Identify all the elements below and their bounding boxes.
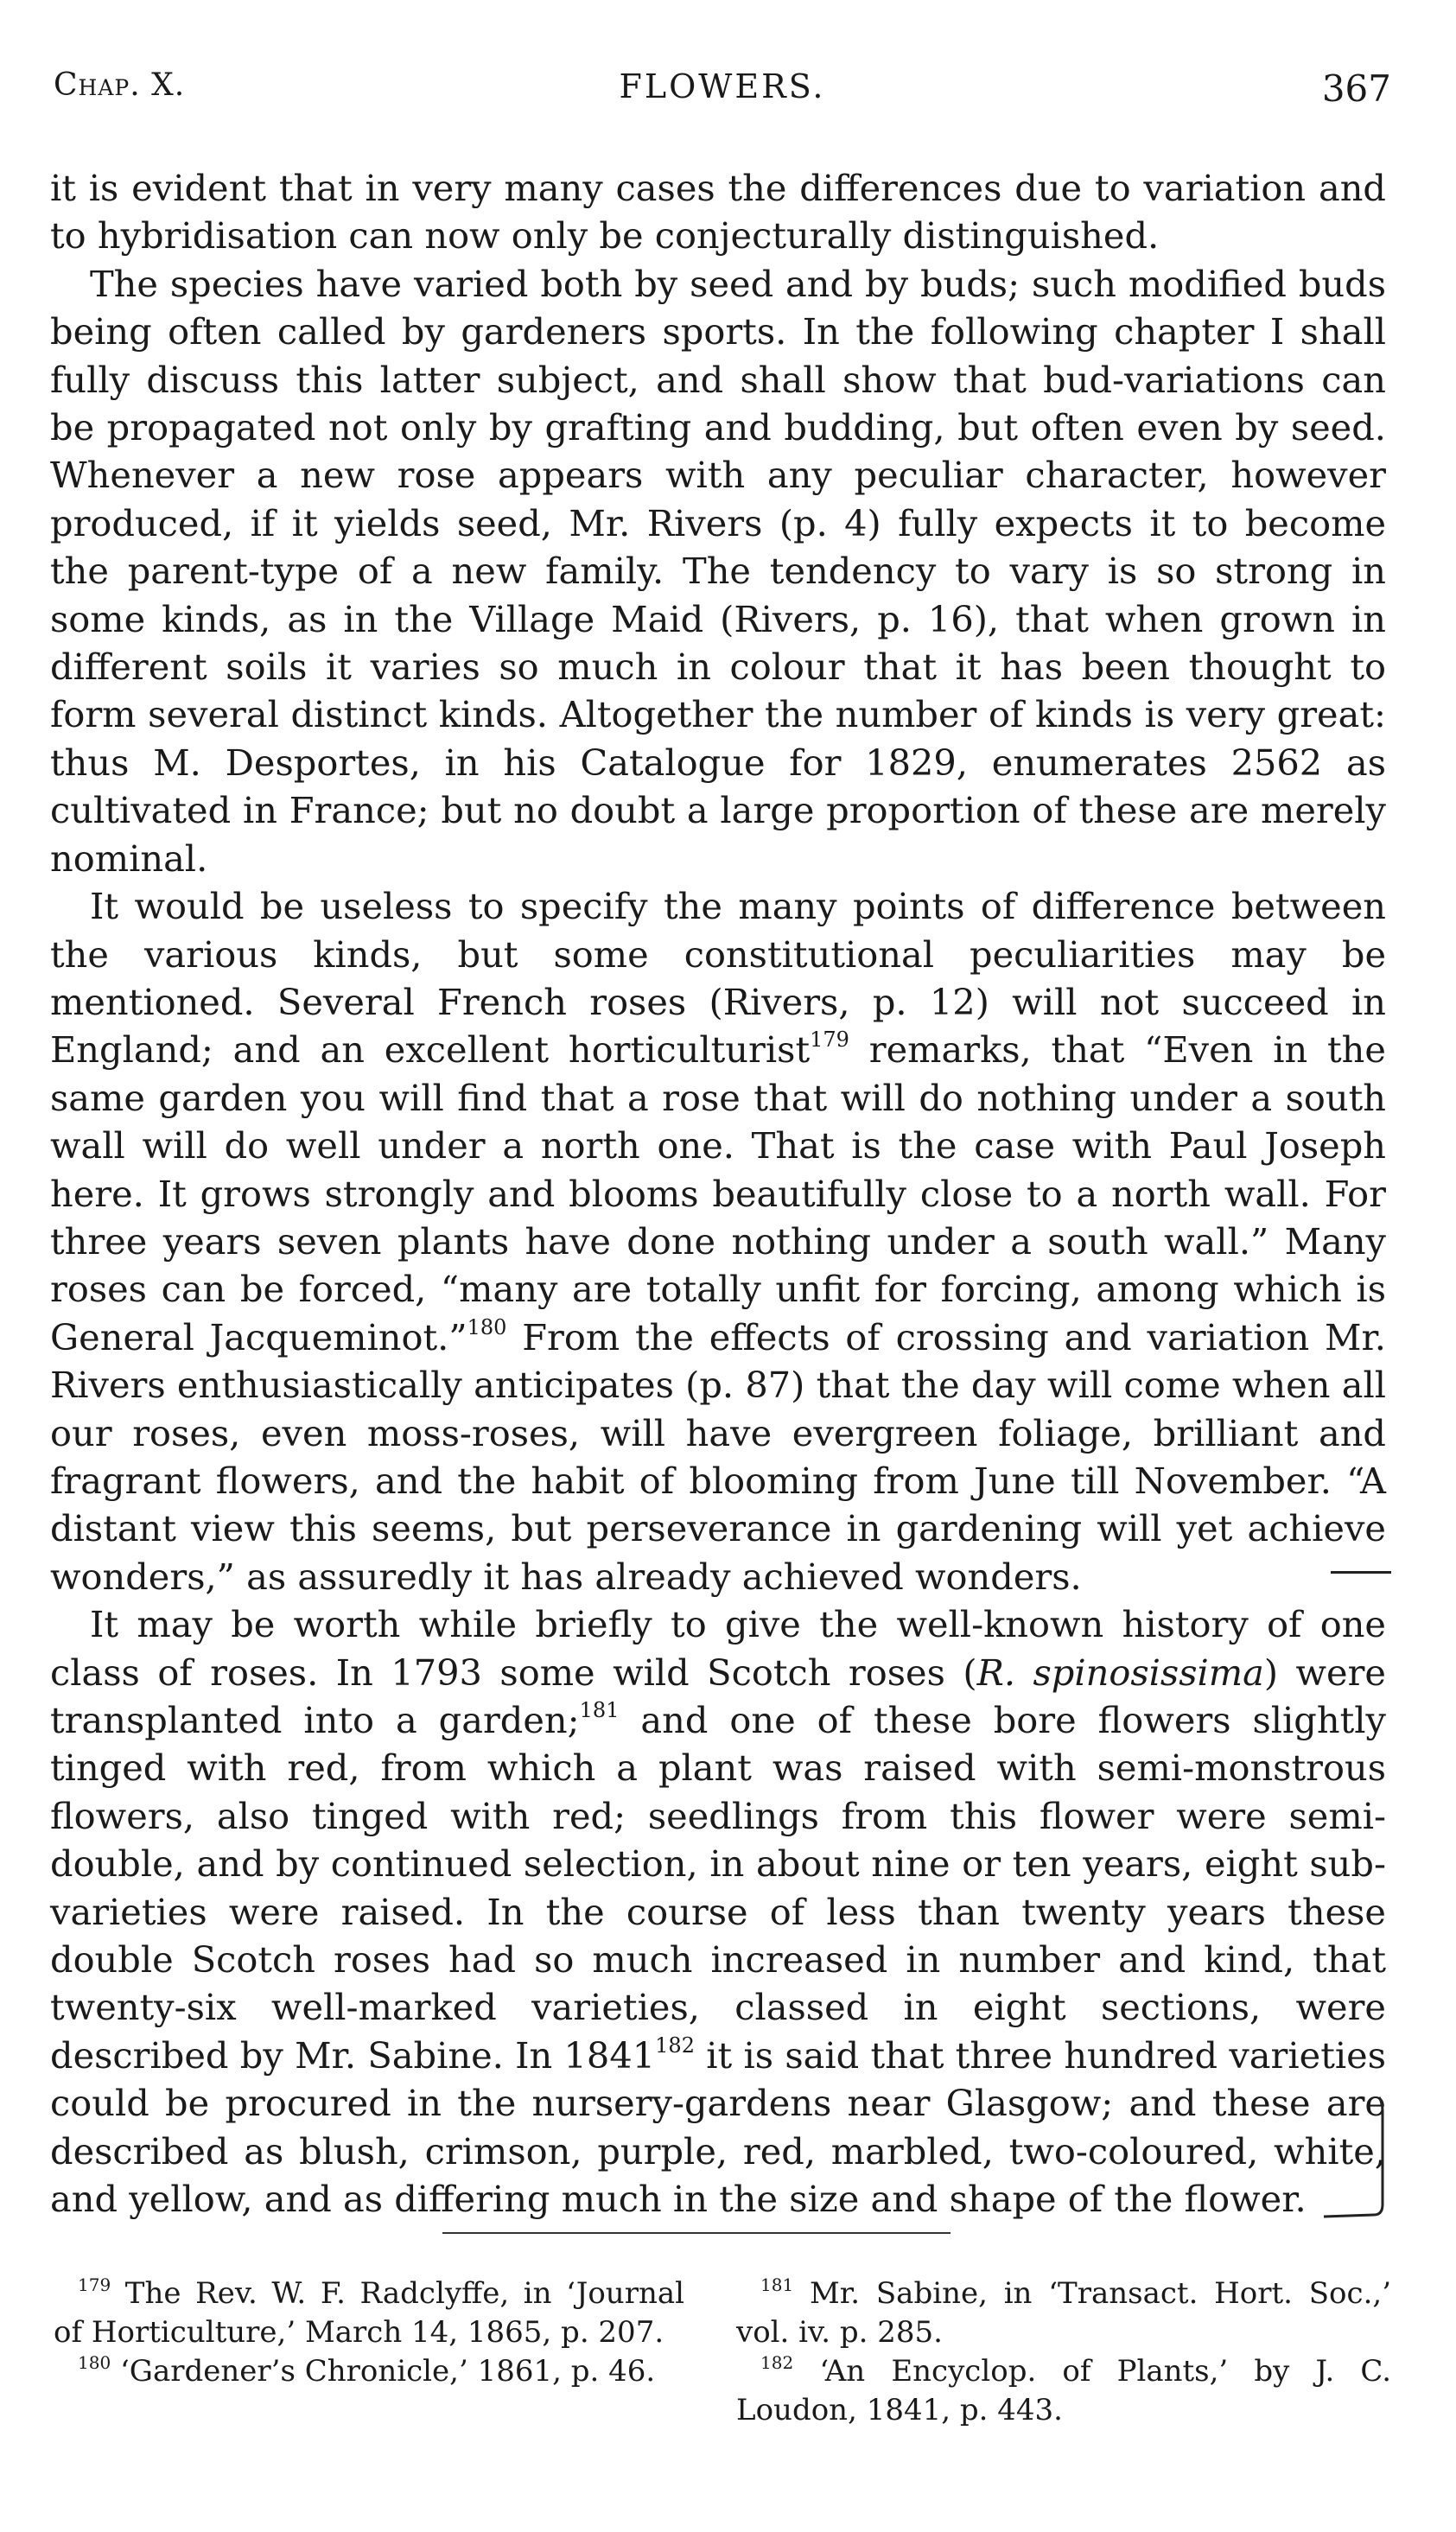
text-run: it is said that three hundred varieties could be procured in the nursery-gardens near Glasgow; and these are described as blush, crimson, purple, red, marbled, two-coloured, white, and yellow, and as differing much in the size and shape of the flower. bbox=[50, 2033, 1386, 2221]
footnote-ref: 181 bbox=[579, 1698, 620, 1722]
text-run: From the effects of crossing and variation Mr. Rivers enthusiastically anticipates (p. 87) that the day will come when all our roses, even moss-roses, will have evergreen foliage, brilliant and fragrant flowers, and the habit of blooming from June till November. “A distant view this seems, but perseverance in gardening will yet achieve wonders,” as assuredly it has already achieved wonders. bbox=[50, 1315, 1386, 1598]
footnote bbox=[736, 2352, 1391, 2430]
text-run: It may be worth while briefly to give the well-known history of one class of roses. In 1793 some wild Scotch roses ( bbox=[50, 1603, 1386, 1694]
footnote-ref: 182 bbox=[655, 2033, 695, 2058]
text-run: and one of these bore flowers slightly tinged with red, from which a plant was raised with semi-monstrous flowers, also tinged with red; seedlings from this flower were semi-double, and by continued selection, in about nine or ten years, eight sub-varieties were raised. In the course of less than twenty years these double Scotch roses had so much increased in number and kind, that twenty-six well-marked varieties, classed in eight sections, were described by Mr. Sabine. In 1841 bbox=[50, 1699, 1386, 2077]
footnote-column-left bbox=[54, 2274, 684, 2391]
footnote-text: ‘Gardener’s Chronicle,’ 1861, p. 46. bbox=[120, 2354, 656, 2389]
footnote bbox=[736, 2274, 1391, 2352]
footnote-ref: 179 bbox=[810, 1027, 849, 1053]
footnote-column-right bbox=[736, 2274, 1391, 2430]
main-text bbox=[50, 164, 1386, 2223]
text-run: The species have varied both by seed and by buds; such modified buds being often called by gardeners sports. In the following chapter I shall fully discuss this latter subject, and shall show that bud-variations can be propagated not only by grafting and budding, but often even by seed. Whenever a new rose appears with any peculiar character, however produced, if it yields seed, Mr. Rivers (p. 4) fully expects it to become the parent-type of a new family. The tendency to vary is so strong in some kinds, as in the Village Maid (Rivers, p. 16), that when grown in different soils it varies so much in colour that it has been thought to form several distinct kinds. Altogether the number of kinds is very great: thus M. Desportes, in his Catalogue for 1829, enumerates 2562 as cultivated in France; but no doubt a large proportion of these are merely nominal. bbox=[50, 262, 1386, 880]
text-run: It would be useless to specify the many points of difference between the various kinds, but some constitutional peculiarities may be mentioned. Several French roses (Rivers, p. 12) will not succeed in England; and an excellent horticulturist bbox=[50, 885, 1386, 1072]
margin-pencil-mark bbox=[1331, 1571, 1391, 1574]
chapter-label: Chap. X. bbox=[54, 67, 186, 103]
paragraph bbox=[50, 1600, 1386, 2223]
footnote-number: 182 bbox=[760, 2352, 794, 2373]
paragraph bbox=[50, 882, 1386, 1600]
running-title: FLOWERS. bbox=[619, 67, 826, 105]
footnote bbox=[54, 2352, 684, 2391]
footnote-number: 180 bbox=[78, 2352, 111, 2373]
footnote-text: Mr. Sabine, in ‘Transact. Hort. Soc.,’ vol. iv. p. 285. bbox=[736, 2276, 1391, 2350]
text-run: it is evident that in very many cases the differences due to variation and to hybridisation can now only be conjecturally distinguished. bbox=[50, 167, 1386, 258]
footnote-ref: 180 bbox=[467, 1314, 507, 1339]
footnote-text: ‘An Encyclop. of Plants,’ by J. C. Loudon, 1841, p. 443. bbox=[736, 2354, 1391, 2427]
footnote bbox=[54, 2274, 684, 2352]
footnote-rule bbox=[442, 2232, 951, 2234]
margin-bracket-mark bbox=[1320, 2094, 1389, 2223]
footnote-number: 181 bbox=[760, 2274, 794, 2295]
text-run: remarks, that “Even in the same garden you will find that a rose that will do nothing under a south wall will do well under a north one. That is the case with Paul Joseph here. It grows strongly and blooms beautifully close to a north wall. For three years seven plants have done nothing under a south wall.” Many roses can be forced, “many are totally unfit for forcing, among which is General Jacqueminot.” bbox=[50, 1028, 1386, 1358]
text-run: ) were transplanted into a garden; bbox=[50, 1651, 1386, 1741]
footnote-number: 179 bbox=[78, 2274, 111, 2295]
paragraph bbox=[50, 164, 1386, 260]
italic-term: R. spinosissima bbox=[976, 1651, 1264, 1694]
running-header bbox=[54, 67, 1391, 119]
page-number: 367 bbox=[1321, 67, 1391, 110]
footnote-text: The Rev. W. F. Radclyffe, in ‘Journal of Horticulture,’ March 14, 1865, p. 207. bbox=[54, 2276, 684, 2350]
paragraph bbox=[50, 260, 1386, 882]
